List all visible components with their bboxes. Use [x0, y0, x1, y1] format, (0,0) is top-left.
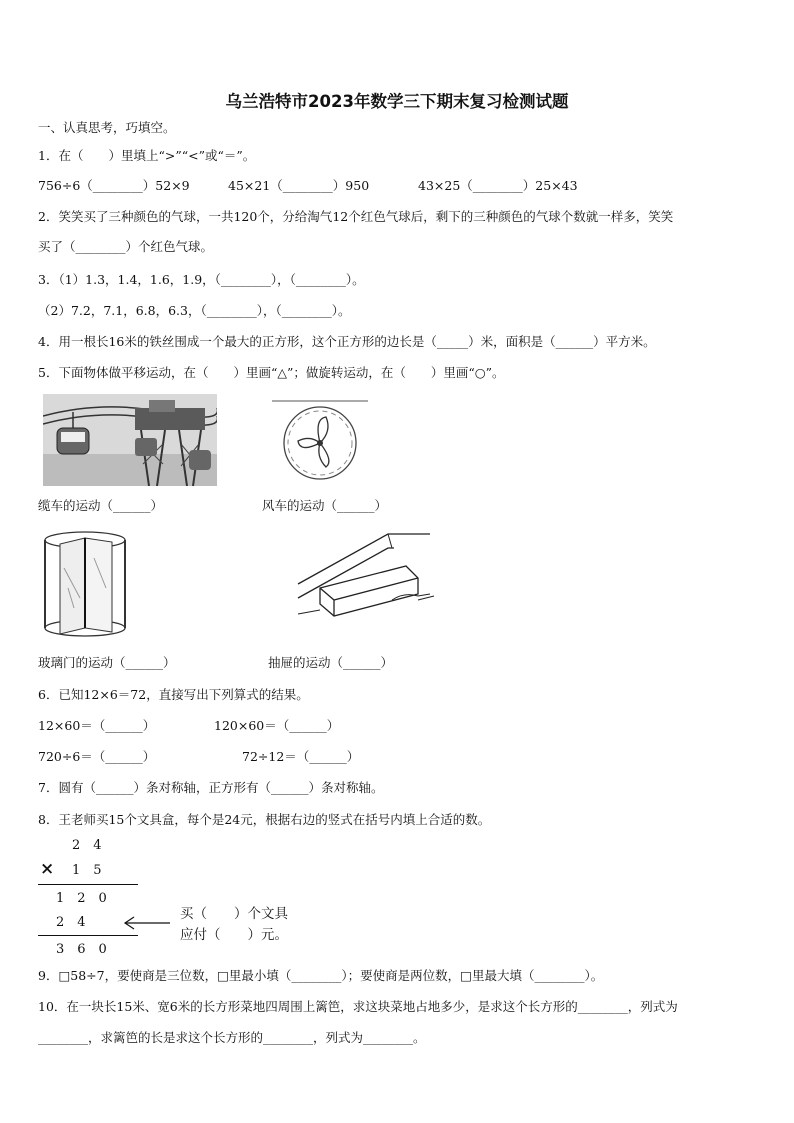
question-7: 7．圆有（______）条对称轴，正方形有（______）条对称轴。 — [38, 780, 384, 795]
question-8: 8．王老师买15个文具盒，每个是24元，根据右边的竖式在括号内填上合适的数。 — [38, 812, 491, 827]
question-10-line-2: ________，求篱笆的长是求这个长方形的________，列式为________。 — [38, 1030, 426, 1045]
vertical-row-3: 1 2 0 — [56, 891, 107, 906]
vertical-row-1: 2 4 — [72, 838, 102, 853]
q1-item-1: 756÷6（________）52×9 — [38, 178, 190, 193]
page-title: 乌兰浩特市2023年数学三下期末复习检测试题 — [225, 92, 569, 111]
left-arrow-icon — [122, 916, 172, 930]
question-4: 4．用一根长16米的铁丝围成一个最大的正方形，这个正方形的边长是（_____）米，面积是（______）平方米。 — [38, 334, 656, 349]
vertical-row-2: 1 5 — [72, 863, 102, 878]
question-2-line-2: 买了（________）个红色气球。 — [38, 239, 214, 254]
question-9: 9．□58÷7，要使商是三位数，□里最小填（________）；要使商是两位数，□里最大填（________）。 — [38, 968, 604, 983]
vertical-line-2 — [38, 935, 138, 936]
cable-car-caption: 缆车的运动（______） — [38, 498, 164, 513]
question-3-line-2: （2）7.2，7.1，6.8，6.3，（________），（________）。 — [38, 303, 351, 318]
q1-item-2: 45×21（________）950 — [228, 178, 370, 193]
q6-item-4: 72÷12＝（______） — [242, 749, 360, 764]
vertical-row-5: 3 6 0 — [56, 942, 107, 957]
vertical-row-4: 2 4 — [56, 915, 86, 930]
question-3-line-1: 3．（1）1.3，1.4，1.6，1.9，（________），（________）。 — [38, 272, 365, 287]
q8-note-2: 应付（ ）元。 — [180, 927, 288, 943]
fan-caption: 风车的运动（______） — [262, 498, 388, 513]
q6-item-2: 120×60＝（______） — [214, 718, 340, 733]
section-heading: 一、认真思考，巧填空。 — [38, 120, 176, 135]
drawer-caption: 抽屉的运动（______） — [268, 655, 394, 670]
drawer-image — [296, 530, 436, 630]
question-6: 6．已知12×6＝72，直接写出下列算式的结果。 — [38, 687, 309, 702]
q6-item-3: 720÷6＝（______） — [38, 749, 156, 764]
question-1: 1．在（ ）里填上“>”“<”或“＝”。 — [38, 148, 256, 163]
vertical-line-1 — [38, 884, 138, 885]
question-5: 5．下面物体做平移运动，在（ ）里画“△”；做旋转运动，在（ ）里画“○”。 — [38, 365, 505, 380]
q8-note-1: 买（ ）个文具 — [180, 906, 288, 922]
q6-item-1: 12×60＝（______） — [38, 718, 156, 733]
glass-door-caption: 玻璃门的运动（______） — [38, 655, 176, 670]
fan-image — [270, 397, 370, 487]
glass-door-image — [40, 528, 130, 638]
cable-car-image — [43, 394, 217, 486]
q1-item-3: 43×25（________）25×43 — [418, 178, 578, 193]
times-sign: × — [40, 859, 55, 879]
question-2-line-1: 2．笑笑买了三种颜色的气球，一共120个，分给淘气12个红色气球后，剩下的三种颜色的气球个数就一样多，笑笑 — [38, 209, 674, 224]
question-10-line-1: 10．在一块长15米、宽6米的长方形菜地四周围上篱笆，求这块菜地占地多少，是求这个长方形的________，列式为 — [38, 999, 678, 1014]
